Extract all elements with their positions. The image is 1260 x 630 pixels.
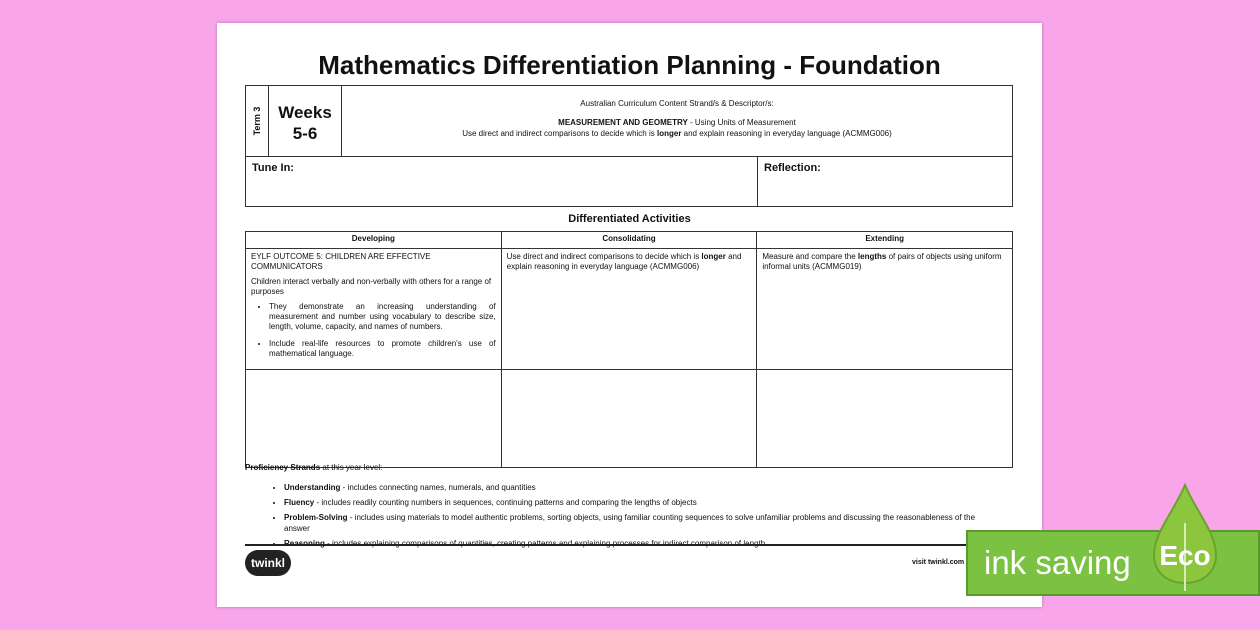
column-header-extending: Extending (757, 232, 1013, 249)
curriculum-descriptor (342, 86, 1012, 156)
weeks-cell (269, 86, 342, 156)
cell-bold: longer (701, 252, 726, 261)
weeks-label: Weeks (278, 103, 332, 122)
reflection-label: Reflection: (764, 162, 821, 174)
worksheet-page (217, 23, 1042, 607)
list-item (284, 482, 985, 493)
proficiency-strands (245, 463, 985, 553)
cell-text: Measure and compare the (762, 252, 858, 261)
tune-in-row (245, 157, 1013, 207)
strand-name: Fluency (284, 498, 315, 507)
tune-in-label: Tune In: (252, 162, 294, 174)
empty-cell (501, 370, 757, 468)
list-item (284, 497, 985, 508)
empty-cell (246, 370, 502, 468)
cell-bold: lengths (857, 252, 887, 261)
list-item (284, 512, 985, 534)
page-title: Mathematics Differentiation Planning - Foundation (318, 50, 941, 80)
column-header-consolidating: Consolidating (501, 232, 757, 249)
proficiency-heading: Proficiency Strands (245, 463, 321, 472)
footer-rule (245, 544, 1013, 546)
term-cell (246, 86, 269, 156)
proficiency-sub: at this year level: (320, 463, 383, 472)
weeks-range: 5-6 (292, 124, 318, 143)
strand-name: Understanding (284, 483, 341, 492)
strand-sub: - Using Units of Measurement (687, 118, 796, 127)
descriptor-text-end: and explain reasoning in everyday language (ACMMG006) (681, 129, 892, 138)
divider (757, 157, 758, 206)
cell-text: of pairs of objects using uniform informal units (ACMMG019) (762, 252, 1002, 271)
developing-intro: Children interact verbally and non-verbally with others for a range of purposes (251, 277, 492, 296)
eco-leaf-icon (1152, 483, 1218, 593)
strand-text: - includes connecting names, numerals, and quantities (340, 483, 536, 492)
eco-label: Eco (1159, 540, 1211, 571)
eylf-outcome: EYLF OUTCOME 5: CHILDREN ARE EFFECTIVE COMMUNICATORS (251, 252, 431, 271)
header-box (245, 85, 1013, 157)
strand-text: - includes readily counting numbers in sequences, continuing patterns and comparing the lengths of objects (314, 498, 697, 507)
extending-cell (757, 249, 1013, 370)
visit-link[interactable]: visit twinkl.com (912, 559, 965, 566)
cell-text: Use direct and indirect comparisons to decide which is (506, 252, 702, 261)
strand-label: Australian Curriculum Content Strand/s & Descriptor/s: (580, 99, 774, 108)
cell-text: and explain reasoning in everyday language (ACMMG006) (506, 252, 742, 271)
twinkl-logo: twinkl (245, 550, 291, 576)
badge-text: ink saving (984, 544, 1131, 581)
strand-text: - includes using materials to model authentic problems, sorting objects, using familiar counting sequences to solve unfamiliar problems and discussing the reasonableness of the answer (284, 513, 976, 533)
descriptor-line (342, 129, 1012, 138)
strand-name: MEASUREMENT AND GEOMETRY (558, 118, 688, 127)
descriptor-bold: longer (656, 129, 682, 138)
activities-heading: Differentiated Activities (568, 213, 691, 225)
developing-cell (246, 249, 502, 370)
empty-cell (757, 370, 1013, 468)
list-item: • They demonstrate an increasing understanding of measurement and number using vocabulary to describe size, length, volume, capacity, and names of numbers. (269, 302, 496, 332)
consolidating-cell (501, 249, 757, 370)
term-label: Term 3 (252, 106, 262, 136)
list-item: • Include real-life resources to promote children's use of mathematical language. (269, 339, 496, 359)
activities-table (245, 231, 1013, 468)
strand-line (342, 118, 1012, 127)
strand-name: Problem-Solving (284, 513, 348, 522)
descriptor-text: Use direct and indirect comparisons to decide which is (462, 129, 657, 138)
column-header-developing: Developing (246, 232, 502, 249)
